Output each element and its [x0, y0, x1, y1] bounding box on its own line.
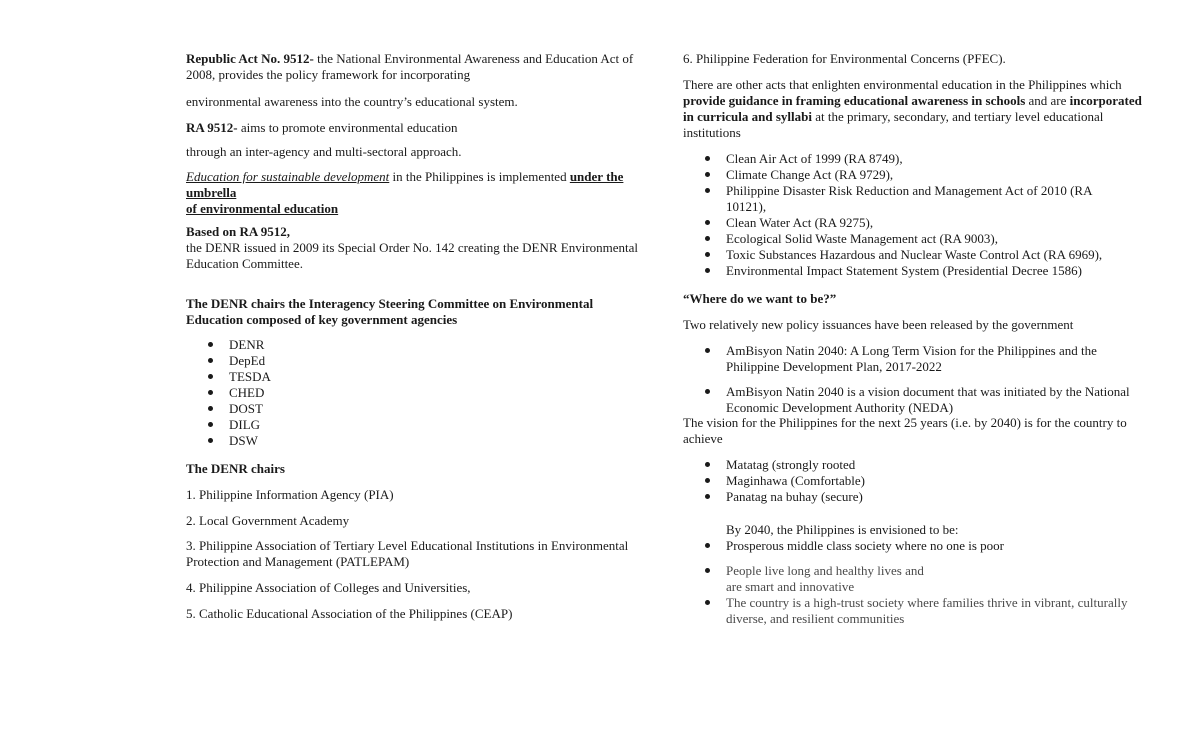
list-item: DILG — [186, 417, 646, 433]
agencies-list — [186, 337, 646, 449]
list-item: DSW — [186, 433, 646, 449]
other-acts-bold-1: provide guidance in framing educational awareness in schools — [683, 93, 1026, 108]
vision-text: The vision for the Philippines for the next 25 years (i.e. by 2040) is for the country to achieve — [683, 415, 1127, 446]
ambisyon-list-2 — [683, 384, 1143, 416]
list-item: Clean Water Act (RA 9275), — [683, 215, 1143, 231]
two-policies-text: Two relatively new policy issuances have been released by the government — [683, 317, 1074, 332]
ambisyon-list-1 — [683, 343, 1143, 375]
list-item: DepEd — [186, 353, 646, 369]
pfec-item: 6. Philippine Federation for Environmental Concerns (PFEC). — [683, 51, 1006, 66]
esd-italic: Education for sustainable development — [186, 169, 390, 184]
list-item: DENR — [186, 337, 646, 353]
list-item — [683, 563, 1143, 595]
acts-list — [683, 151, 1143, 279]
envision-2b: are smart and innovative — [726, 579, 855, 594]
chairs-heading: The DENR chairs — [186, 461, 285, 476]
list-item: Maginhawa (Comfortable) — [683, 473, 1143, 489]
by-2040-text: By 2040, the Philippines is envisioned to be: — [726, 522, 959, 537]
list-item: Matatag (strongly rooted — [683, 457, 1143, 473]
chairs-item: 3. Philippine Association of Tertiary Level Educational Institutions in Environmental Protection and Management (PATLEPAM) — [186, 538, 629, 569]
based-on-label: Based on RA 9512, — [186, 224, 291, 239]
ra9512-aim-text: aims to promote environmental education — [237, 120, 458, 135]
esd-mid: in the Philippines is implemented — [389, 169, 570, 184]
list-item: Toxic Substances Hazardous and Nuclear Waste Control Act (RA 6969), — [683, 247, 1143, 263]
list-item: Panatag na buhay (secure) — [683, 489, 1143, 505]
vision-list — [683, 457, 1143, 505]
list-item: TESDA — [186, 369, 646, 385]
list-item: Clean Air Act of 1999 (RA 8749), — [683, 151, 1143, 167]
ra9512-text: the National Environmental Awareness and Education Act of 2008, provides the policy framework for incorporating — [186, 51, 634, 82]
ra9512-aim-continuation: through an inter-agency and multi-sectoral approach. — [186, 144, 462, 159]
esd-bold-env-ed: of environmental education — [186, 201, 339, 216]
list-item: Ecological Solid Waste Management act (RA 9003), — [683, 231, 1143, 247]
chairs-item: 4. Philippine Association of Colleges and Universities, — [186, 580, 471, 595]
other-acts-text-3: at the primary, secondary, and tertiary level educational institutions — [683, 109, 1104, 140]
list-item: AmBisyon Natin 2040: A Long Term Vision for the Philippines and the Philippine Development Plan, 2017-2022 — [683, 343, 1143, 375]
list-item: Climate Change Act (RA 9729), — [683, 167, 1143, 183]
list-item: Philippine Disaster Risk Reduction and Management Act of 2010 (RA 10121), — [683, 183, 1143, 215]
ra9512-paragraph — [186, 51, 646, 83]
chairs-item: 5. Catholic Educational Association of the Philippines (CEAP) — [186, 606, 513, 621]
other-acts-text-1: There are other acts that enlighten environmental education in the Philippines which — [683, 77, 1122, 92]
envision-list-2 — [683, 563, 1143, 627]
other-acts-paragraph — [683, 77, 1143, 141]
where-heading: “Where do we want to be?” — [683, 291, 837, 306]
list-item: CHED — [186, 385, 646, 401]
ra9512-aim-label: RA 9512- — [186, 120, 238, 135]
ra9512-label: Republic Act No. 9512- — [186, 51, 314, 66]
ra9512-aim-paragraph — [186, 120, 646, 136]
list-item: Prosperous middle class society where no one is poor — [683, 538, 1143, 554]
other-acts-text-2: and are — [1025, 93, 1070, 108]
ra9512-continuation: environmental awareness into the country’s educational system. — [186, 94, 518, 109]
based-on-paragraph — [186, 224, 646, 272]
steering-heading: The DENR chairs the Interagency Steering Committee on Environmental Education composed of key government agencies — [186, 296, 594, 327]
based-on-text: the DENR issued in 2009 its Special Order No. 142 creating the DENR Environmental Education Committee. — [186, 240, 639, 271]
list-item: AmBisyon Natin 2040 is a vision document that was initiated by the National Economic Development Authority (NEDA) — [683, 384, 1143, 416]
chairs-item: 1. Philippine Information Agency (PIA) — [186, 487, 394, 502]
esd-paragraph — [186, 169, 631, 217]
envision-list-1 — [683, 538, 1143, 554]
list-item: Environmental Impact Statement System (Presidential Decree 1586) — [683, 263, 1143, 279]
chairs-item: 2. Local Government Academy — [186, 513, 350, 528]
esd-bold-umbrella: under the umbrella — [186, 169, 624, 200]
envision-2a: People live long and healthy lives and — [726, 563, 924, 578]
list-item: DOST — [186, 401, 646, 417]
list-item: The country is a high-trust society where families thrive in vibrant, culturally diverse, and resilient communities — [683, 595, 1143, 627]
other-acts-bold-2: incorporated in curricula and syllabi — [683, 93, 1142, 124]
